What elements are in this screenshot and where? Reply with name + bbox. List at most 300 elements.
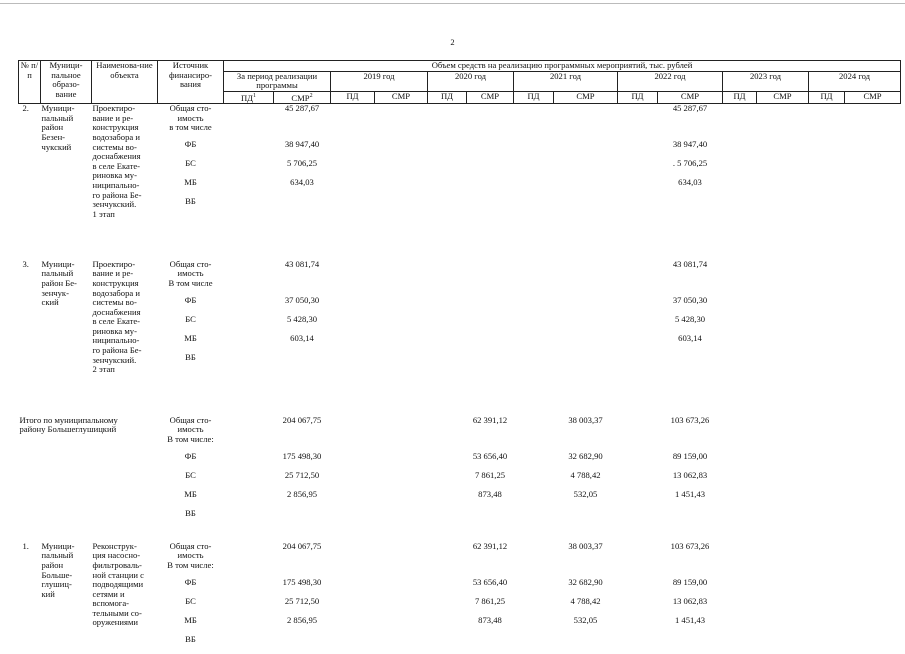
pd-cell [224, 635, 274, 654]
text-line: пальный [41, 268, 74, 279]
smr-2021 [554, 353, 618, 416]
text-line: район [41, 559, 64, 570]
pd-cell [224, 260, 274, 296]
pd-cell [224, 140, 274, 159]
total-label [19, 416, 158, 542]
smr-2024 [845, 616, 901, 635]
pd-2019 [331, 159, 375, 178]
smr-2021: 532,05 [573, 488, 598, 499]
smr-2024 [845, 452, 901, 471]
text-line: имость [177, 550, 204, 561]
pd-2020 [428, 178, 467, 197]
source-cell [158, 452, 224, 471]
smr-2020 [467, 104, 514, 140]
smr-2020 [467, 197, 514, 260]
pd-2019 [331, 471, 375, 490]
text-line: БС [185, 313, 196, 324]
pd-cell [224, 353, 274, 416]
pd-2019 [331, 509, 375, 542]
smr-2021 [554, 315, 618, 334]
text-line: ФБ [184, 138, 197, 149]
pd-cell [224, 509, 274, 542]
text-line: Общая сто- [169, 414, 212, 425]
pd-2022 [618, 597, 658, 616]
smr-2019 [375, 416, 428, 452]
header-smr: СМР [658, 91, 723, 103]
pd-2019 [331, 616, 375, 635]
text-line: БС [185, 157, 196, 168]
smr-2020 [467, 140, 514, 159]
pd-2023 [723, 296, 757, 315]
smr-2024 [845, 178, 901, 197]
smr-2023 [757, 315, 809, 334]
text-line: Проектиро- [92, 258, 136, 269]
pd-2020 [428, 140, 467, 159]
pd-cell [224, 159, 274, 178]
text-line: район Бе- [41, 277, 77, 288]
smr-2024 [845, 334, 901, 353]
text-line: оружениями [92, 617, 138, 628]
pd-2023 [723, 452, 757, 471]
header-pd: ПД [723, 91, 757, 103]
source-cell [158, 635, 224, 654]
header-pd: ПД [618, 91, 658, 103]
pd-2024 [809, 260, 845, 296]
pd-2022 [618, 159, 658, 178]
header-smr: СМР [845, 91, 901, 103]
pd-2022 [618, 635, 658, 654]
smr-label: СМР [291, 92, 310, 103]
municipality-cell [41, 542, 92, 654]
text-line: ВБ [185, 633, 196, 644]
smr-2019 [375, 178, 428, 197]
text-line: Общая сто- [169, 258, 212, 269]
pd-cell [224, 471, 274, 490]
text-line: глушиц- [41, 579, 72, 590]
text-line: Реконструк- [92, 540, 137, 551]
header-year-2022: 2022 год [618, 71, 723, 91]
pd-2020 [428, 197, 467, 260]
pd-2020 [428, 490, 467, 509]
smr-2023 [757, 260, 809, 296]
pd-2019 [331, 416, 375, 452]
pd-cell [224, 197, 274, 260]
pd-2020 [428, 452, 467, 471]
smr-total-cell: 204 067,75 [282, 414, 322, 425]
table-body [19, 104, 901, 654]
object-name-cell [92, 104, 158, 260]
pd-2021 [514, 140, 554, 159]
pd-2021 [514, 509, 554, 542]
header-num: № п/п [19, 61, 41, 104]
smr-total-cell [274, 197, 331, 260]
pd-2019 [331, 104, 375, 140]
pd-2019 [331, 178, 375, 197]
smr-2020 [467, 159, 514, 178]
smr-2024 [845, 416, 901, 452]
text-line: В том числе: [167, 433, 214, 444]
text-line: системы во- [92, 141, 137, 152]
pd-2024 [809, 471, 845, 490]
header-year-2021: 2021 год [514, 71, 618, 91]
smr-2024 [845, 353, 901, 416]
text-line: вание и ре- [92, 112, 134, 123]
smr-2021: 32 682,90 [568, 576, 603, 587]
pd-2021 [514, 260, 554, 296]
smr-2019 [375, 542, 428, 578]
smr-2022: 38 947,40 [672, 138, 708, 149]
text-line: ВБ [185, 195, 196, 206]
smr-total-cell: 45 287,67 [284, 103, 320, 114]
pd-2019 [331, 197, 375, 260]
header-pd: ПД [331, 91, 375, 103]
text-line: 2 этап [92, 364, 115, 375]
smr-2020: 873,48 [478, 488, 502, 499]
row-number: 1. [22, 540, 29, 551]
pd-2023 [723, 315, 757, 334]
pd-2021 [514, 104, 554, 140]
pd-2022 [618, 315, 658, 334]
text-line: МБ [184, 488, 197, 499]
smr-2023 [757, 542, 809, 578]
pd-cell [224, 616, 274, 635]
smr-2019 [375, 578, 428, 597]
smr-2023 [757, 452, 809, 471]
text-line: имость [177, 112, 204, 123]
pd-2023 [723, 616, 757, 635]
smr-total-cell [274, 509, 331, 542]
text-line: БС [185, 469, 196, 480]
text-line: доснабжения [92, 306, 141, 317]
pd-cell [224, 597, 274, 616]
header-pd: ПД [514, 91, 554, 103]
smr-2020 [467, 509, 514, 542]
pd-2024 [809, 353, 845, 416]
pd-2020 [428, 159, 467, 178]
pd-footnote-mark: 1 [253, 92, 257, 99]
source-cell [158, 178, 224, 197]
pd-2024 [809, 635, 845, 654]
pd-2019 [331, 542, 375, 578]
pd-cell [224, 490, 274, 509]
pd-2020 [428, 315, 467, 334]
pd-2021 [514, 471, 554, 490]
smr-2019 [375, 315, 428, 334]
pd-2023 [723, 197, 757, 260]
smr-2020 [467, 178, 514, 197]
text-line: имость [177, 424, 204, 435]
pd-2022 [618, 542, 658, 578]
text-line: Итого по муниципальному [19, 414, 118, 425]
smr-2024 [845, 104, 901, 140]
smr-2022: 603,14 [678, 332, 702, 343]
smr-2022: 13 062,83 [672, 469, 708, 480]
smr-2022: 634,03 [678, 176, 702, 187]
pd-2023 [723, 104, 757, 140]
pd-2023 [723, 578, 757, 597]
text-line: МБ [184, 614, 197, 625]
smr-2024 [845, 578, 901, 597]
smr-total-cell: 25 712,50 [284, 469, 320, 480]
text-line: зенчукский. [92, 199, 137, 210]
smr-2024 [845, 159, 901, 178]
smr-2021: 4 788,42 [570, 595, 601, 606]
pd-label: ПД [240, 92, 254, 103]
source-cell [158, 334, 224, 353]
header-municipality: Муници-пальное образо-вание [41, 61, 92, 104]
text-line: риновка му- [92, 325, 137, 336]
pd-2020 [428, 616, 467, 635]
smr-2019 [375, 334, 428, 353]
pd-2022 [618, 416, 658, 452]
pd-2023 [723, 334, 757, 353]
pd-2024 [809, 578, 845, 597]
pd-2024 [809, 296, 845, 315]
text-line: ВБ [185, 507, 196, 518]
header-pd: ПД [809, 91, 845, 103]
smr-2019 [375, 353, 428, 416]
pd-cell [224, 416, 274, 452]
text-line: В том числе: [167, 559, 214, 570]
smr-2019 [375, 471, 428, 490]
source-cell [158, 471, 224, 490]
pd-2019 [331, 353, 375, 416]
text-line: МБ [184, 176, 197, 187]
scan-edge [0, 3, 905, 4]
header-year-2023: 2023 год [723, 71, 809, 91]
smr-2021: 32 682,90 [568, 450, 603, 461]
header-period: За период реализации программы [224, 71, 331, 91]
header-pd: ПД [428, 91, 467, 103]
text-line: Проектиро- [92, 103, 136, 114]
smr-2024 [845, 260, 901, 296]
pd-2019 [331, 140, 375, 159]
smr-total-cell: 38 947,40 [284, 138, 320, 149]
smr-total-cell: 2 856,95 [286, 488, 318, 499]
smr-2024 [845, 140, 901, 159]
pd-2023 [723, 140, 757, 159]
smr-2023 [757, 597, 809, 616]
smr-total-cell: 2 856,95 [286, 614, 318, 625]
pd-2020 [428, 353, 467, 416]
header-object: Наименова-ние объекта [92, 61, 158, 104]
pd-2020 [428, 334, 467, 353]
text-line: системы во- [92, 297, 137, 308]
text-line: риновка му- [92, 170, 137, 181]
text-line: ФБ [184, 450, 197, 461]
pd-2021 [514, 616, 554, 635]
pd-2020 [428, 104, 467, 140]
text-line: Муници- [41, 258, 75, 269]
pd-2024 [809, 104, 845, 140]
smr-2023 [757, 296, 809, 315]
text-line: пальный [41, 550, 74, 561]
smr-2020 [467, 296, 514, 315]
text-line: Муници- [41, 540, 75, 551]
smr-2020: 873,48 [478, 614, 502, 625]
source-cell [158, 597, 224, 616]
smr-2021 [554, 635, 618, 654]
text-line: пальный [41, 112, 74, 123]
pd-cell [224, 296, 274, 315]
smr-2024 [845, 490, 901, 509]
text-line: го района Бе- [92, 345, 142, 356]
pd-2022 [618, 509, 658, 542]
text-line: фильтроваль- [92, 559, 142, 570]
smr-2020 [467, 635, 514, 654]
smr-2022: 1 451,43 [674, 488, 706, 499]
smr-2024 [845, 315, 901, 334]
smr-2023 [757, 471, 809, 490]
pd-2020 [428, 260, 467, 296]
pd-2022 [618, 334, 658, 353]
smr-total-cell: 37 050,30 [284, 294, 320, 305]
source-cell [158, 578, 224, 597]
source-cell [158, 490, 224, 509]
pd-2023 [723, 635, 757, 654]
text-line: в селе Екате- [92, 316, 141, 327]
text-line: ВБ [185, 351, 196, 362]
pd-2020 [428, 416, 467, 452]
pd-2022 [618, 471, 658, 490]
table-row [19, 542, 901, 578]
program-funding-table [18, 60, 901, 654]
pd-2024 [809, 490, 845, 509]
text-line: сетями и [92, 588, 125, 599]
pd-2023 [723, 178, 757, 197]
text-line: ский [41, 297, 59, 308]
pd-2024 [809, 416, 845, 452]
smr-2021 [554, 178, 618, 197]
text-line: конструкция [92, 122, 139, 133]
municipality-cell [41, 104, 92, 260]
source-cell [158, 104, 224, 140]
smr-2020 [467, 315, 514, 334]
smr-2024 [845, 635, 901, 654]
smr-2019 [375, 159, 428, 178]
smr-total-cell: 5 428,30 [286, 313, 318, 324]
source-cell [158, 159, 224, 178]
smr-2019 [375, 104, 428, 140]
pd-cell [224, 104, 274, 140]
smr-2020: 62 391,12 [472, 414, 508, 425]
pd-2023 [723, 509, 757, 542]
smr-2022: 89 159,00 [672, 450, 708, 461]
smr-2022: 45 287,67 [672, 103, 708, 114]
smr-total-cell: 175 498,30 [282, 450, 322, 461]
smr-2021: 532,05 [573, 614, 598, 625]
text-line: ФБ [184, 576, 197, 587]
smr-2019 [375, 616, 428, 635]
smr-2022: 13 062,83 [672, 595, 708, 606]
smr-total-cell: 603,14 [290, 332, 314, 343]
pd-2019 [331, 452, 375, 471]
smr-2021 [554, 260, 618, 296]
pd-2022 [618, 353, 658, 416]
pd-2019 [331, 490, 375, 509]
pd-2019 [331, 260, 375, 296]
smr-2019 [375, 296, 428, 315]
text-line: район [41, 122, 64, 133]
pd-2022 [618, 296, 658, 315]
smr-2021: 38 003,37 [568, 540, 603, 551]
text-line: 1 этап [92, 208, 115, 219]
smr-2019 [375, 452, 428, 471]
text-line: В том числе [168, 277, 213, 288]
pd-2019 [331, 597, 375, 616]
text-line: водозабора и [92, 132, 140, 143]
smr-total-cell [274, 635, 331, 654]
smr-total-cell: 25 712,50 [284, 595, 320, 606]
smr-2023 [757, 635, 809, 654]
pd-2020 [428, 597, 467, 616]
pd-2023 [723, 159, 757, 178]
pd-2022 [618, 104, 658, 140]
text-line: имость [177, 268, 204, 279]
smr-2021 [554, 159, 618, 178]
text-line: Общая сто- [169, 540, 212, 551]
pd-2020 [428, 578, 467, 597]
smr-total-cell: 204 067,75 [282, 540, 322, 551]
text-line: кий [41, 588, 55, 599]
text-line: ция насосно- [92, 550, 141, 561]
pd-2022 [618, 260, 658, 296]
smr-2022 [658, 197, 723, 260]
smr-total-cell [274, 353, 331, 416]
source-cell [158, 542, 224, 578]
smr-2023 [757, 616, 809, 635]
smr-footnote-mark: 2 [309, 92, 313, 99]
pd-2021 [514, 178, 554, 197]
pd-cell [224, 315, 274, 334]
text-line: БС [185, 595, 196, 606]
smr-2024 [845, 197, 901, 260]
pd-2023 [723, 471, 757, 490]
smr-2020: 53 656,40 [472, 576, 508, 587]
pd-2020 [428, 296, 467, 315]
pd-2023 [723, 542, 757, 578]
smr-2024 [845, 597, 901, 616]
text-line: зенчукский. [92, 354, 137, 365]
smr-2022 [658, 353, 723, 416]
text-line: ниципально- [92, 335, 140, 346]
smr-2021 [554, 509, 618, 542]
smr-2020: 53 656,40 [472, 450, 508, 461]
text-line: МБ [184, 332, 197, 343]
text-line: зенчук- [41, 287, 69, 298]
smr-2024 [845, 471, 901, 490]
smr-total-cell: 175 498,30 [282, 576, 322, 587]
pd-2019 [331, 334, 375, 353]
smr-2022: 1 451,43 [674, 614, 706, 625]
header-smr: СМР [554, 91, 618, 103]
pd-2021 [514, 490, 554, 509]
smr-2022: 37 050,30 [672, 294, 708, 305]
pd-2019 [331, 578, 375, 597]
text-line: го района Бе- [92, 189, 142, 200]
pd-2022 [618, 578, 658, 597]
text-line: вание и ре- [92, 268, 134, 279]
header-smr: СМР [757, 91, 809, 103]
table-header [19, 61, 901, 104]
source-cell [158, 260, 224, 296]
pd-2019 [331, 635, 375, 654]
pd-2021 [514, 159, 554, 178]
pd-2021 [514, 353, 554, 416]
smr-total-cell: 634,03 [290, 176, 314, 187]
pd-2020 [428, 471, 467, 490]
smr-2021 [554, 140, 618, 159]
